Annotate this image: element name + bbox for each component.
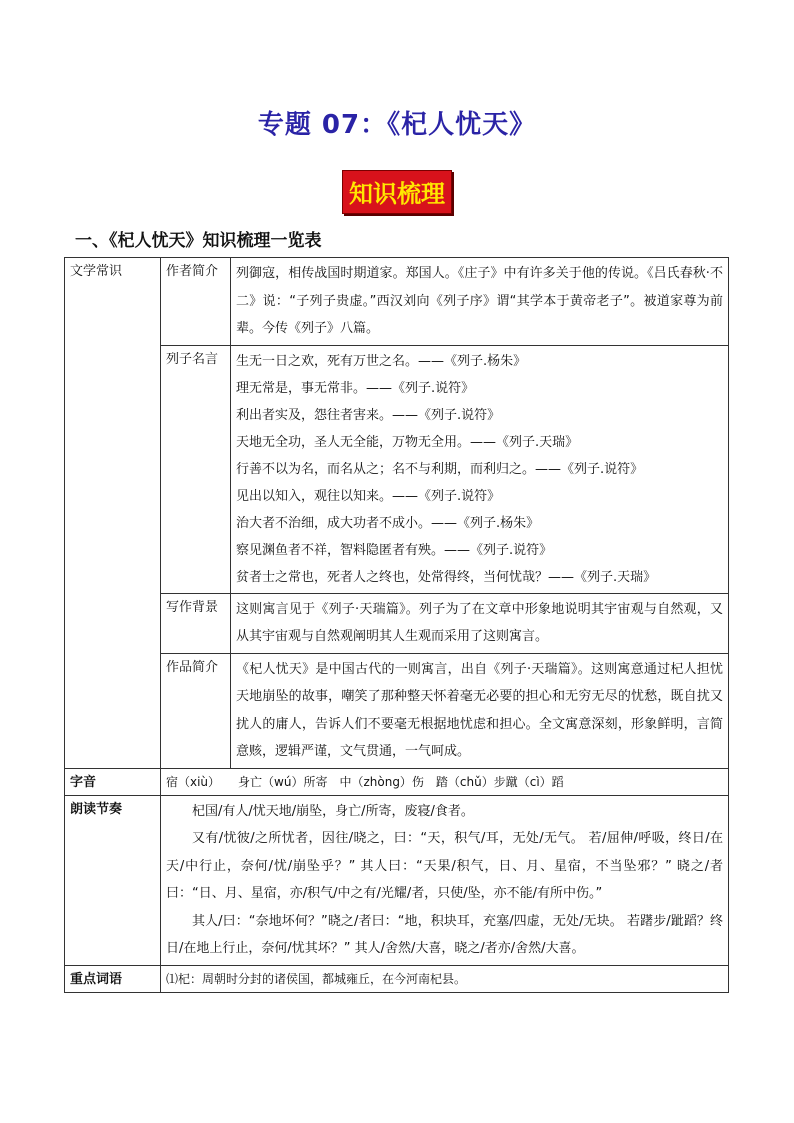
table-row [65,768,729,795]
author-label: 作者简介 [161,258,231,346]
table-row [65,965,729,992]
reading-paragraph: 其人/曰：“奈地坏何？”晓之/者曰：“地，积块耳，充塞/四虚，无处/无块。 若躇步/跐蹈？终日/在地上行止，奈何/忧其坏？” 其人/舍然/大喜，晓之/者亦/舍然/大喜。 [166,913,723,956]
author-cell [231,258,729,346]
reading-label: 朗读节奏 [65,795,161,965]
pronunciation-text: 宿（xiù） 身亡（wú）所寄 中（zhòng）伤 踏（chǔ）步蹴（cì）蹈 [166,774,564,789]
table-row [65,345,729,593]
intro-cell [231,653,729,768]
pronunciation-cell [161,768,729,795]
quote-line: 行善不以为名，而名从之；名不与利期，而利归之。——《列子.说符》 [236,461,644,477]
quotes-cell [231,345,729,593]
keywords-label: 重点词语 [65,965,161,992]
pronunciation-label: 字音 [65,768,161,795]
quotes-label: 列子名言 [161,345,231,593]
keywords-cell [161,965,729,992]
quote-line: 治大者不治细，成大功者不成小。——《列子.杨朱》 [236,515,540,531]
table-row [65,653,729,768]
table-row [65,795,729,965]
background-cell [231,593,729,653]
reading-paragraph: 杞国/有人/忧天地/崩坠，身亡/所寄，废寝/食者。 [192,803,474,819]
literary-label: 文学常识 [65,258,161,769]
quote-line: 生无一日之欢，死有万世之名。——《列子.杨朱》 [236,353,527,369]
quote-line: 察见渊鱼者不祥，智料隐匿者有殃。——《列子.说符》 [236,542,553,558]
intro-label: 作品简介 [161,653,231,768]
table-row [65,258,729,346]
section-heading: 一、《杞人忧天》知识梳理一览表 [75,231,322,251]
quote-line: 理无常是，事无常非。——《列子.说符》 [236,380,475,396]
reading-cell [161,795,729,965]
quote-line: 天地无全功，圣人无全能，万物无全用。——《列子.天瑞》 [236,434,579,450]
background-label: 写作背景 [161,593,231,653]
reading-paragraph: 又有/忧彼/之所忧者，因往/晓之，曰：“天，积气/耳，无处/无气。 若/屈伸/呼吸，终日/在天/中行止，奈何/忧/崩坠乎？” 其人曰：“天果/积气，日、月、星宿，不当坠邪？” 晓之/者曰：“日、月、星宿，亦/积气/中之有/光耀/者，只使/坠，亦不能/有所中伤。” [166,831,723,901]
keywords-text: ⑴杞：周朝时分封的诸侯国，都城雍丘，在今河南杞县。 [166,971,467,986]
knowledge-badge: 知识梳理 [342,170,452,214]
background-text: 这则寓言见于《列子·天瑞篇》。列子为了在文章中形象地说明其宇宙观与自然观，又从其宇宙观与自然观阐明其人生观而采用了这则寓言。 [236,601,723,644]
page-title: 专题 07：《杞人忧天》 [257,110,537,140]
author-text: 列御寇，相传战国时期道家。郑国人。《庄子》中有许多关于他的传说。《吕氏春秋·不二》说：“子列子贵虚。”西汉刘向《列子序》谓“其学本于黄帝老子”。被道家尊为前辈。今传《列子》八篇。 [236,266,723,336]
badge-wrap [0,170,794,214]
quote-line: 贫者士之常也，死者人之终也，处常得终，当何忧哉？——《列子.天瑞》 [236,569,657,585]
table-row [65,593,729,653]
intro-text: 《杞人忧天》是中国古代的一则寓言，出自《列子·天瑞篇》。这则寓意通过杞人担忧天地崩坠的故事，嘲笑了那种整天怀着毫无必要的担心和无穷无尽的忧愁，既自扰又扰人的庸人，告诉人们不要毫无根据地忧虑和担心。全文寓意深刻，形象鲜明，言简意赅，逻辑严谨，文气贯通，一气呵成。 [236,661,723,759]
quote-line: 见出以知入，观往以知来。——《列子.说符》 [236,488,501,504]
quote-line: 利出者实及，怨往者害来。——《列子.说符》 [236,407,501,423]
knowledge-table [64,257,729,993]
